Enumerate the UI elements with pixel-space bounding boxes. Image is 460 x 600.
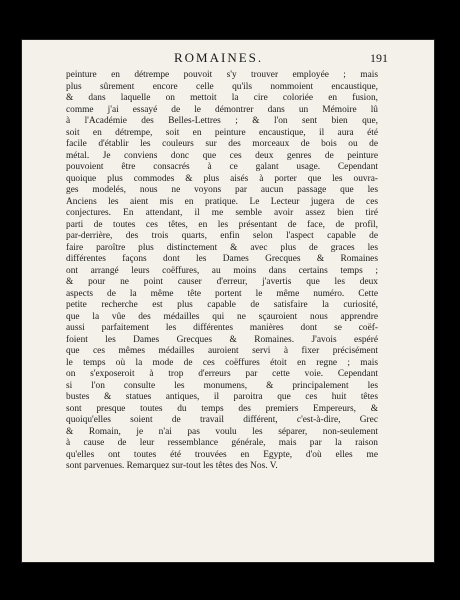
- text-line: parti de toutes ces têtes, en les présentant de face, de profil,: [66, 219, 378, 230]
- text-line: sont parvenues. Remarquez sur-tout les têtes des Nos. V.: [66, 461, 278, 471]
- text-line: ont arrangé leurs coëffures, au moins dans certains temps ;: [66, 265, 378, 276]
- text-line: petite recherche est plus capable de satisfaire la curiosité,: [66, 300, 378, 310]
- body-text: [66, 70, 378, 473]
- page-header: [22, 50, 434, 68]
- text-line: peinture en détrempe pouvoit s'y trouver employée ; mais: [66, 70, 378, 80]
- text-line: bustes & statues antiques, il paroitra que ces huit têtes: [66, 392, 378, 402]
- text-line: facile d'établir les couleurs sur des morceaux de bois ou de: [66, 139, 378, 149]
- text-line: que la vûe des médailles qui ne sçauroient nous apprendre: [66, 311, 378, 322]
- text-line: foient les Dames Grecques & Romaines. J'avois espéré: [66, 334, 378, 345]
- text-line: sont presque toutes du temps des premiers Empereurs, &: [66, 403, 378, 414]
- text-line: Anciens les aient mis en pratique. Le Lecteur jugera de ces: [66, 196, 378, 207]
- text-line: ges modelés, nous ne voyons par aucun passage que les: [66, 185, 378, 195]
- text-line: & Romain, je n'ai pas voulu les séparer, non-seulement: [66, 426, 378, 437]
- text-line: faire paroître plus distinctement & avec plus de graces les: [66, 242, 378, 253]
- text-line: on s'exposeroit à trop d'erreurs par cette voie. Cependant: [66, 369, 378, 379]
- page-number: 191: [370, 51, 388, 65]
- text-line: aspects de la même tête portent le même numéro. Cette: [66, 288, 378, 299]
- running-title: ROMAINES.: [174, 50, 264, 65]
- text-line: le temps où la mode de ces coëffures étoit en regne ; mais: [66, 357, 378, 368]
- text-line: à cause de leur ressemblance générale, mais par la raison: [66, 438, 378, 448]
- text-line: à l'Académie des Belles-Lettres ; & l'on sent bien que,: [66, 116, 378, 126]
- text-line: différentes façons dont les Dames Grecques & Romaines: [66, 254, 378, 264]
- text-line: métal. Je conviens donc que ces deux genres de peinture: [66, 150, 378, 161]
- text-line: quoiqu'elles soient de travail différent, c'est-à-dire, Grec: [66, 415, 378, 425]
- book-page: [22, 40, 434, 562]
- text-line: pouvoient être consacrés à ce galant usage. Cependant: [66, 162, 378, 172]
- text-line: & pour ne point causer d'erreur, j'avertis que les deux: [66, 277, 378, 287]
- text-line: par-derrière, des trois quarts, enfin selon l'aspect capable de: [66, 231, 378, 241]
- text-line: que ces mêmes médailles auroient servi à fixer précisément: [66, 346, 378, 356]
- text-line: plus sûrement encore celle qu'ils nommoient encaustique,: [66, 81, 378, 92]
- text-line: quoique plus commodes & plus aisés à porter que les ouvra-: [66, 173, 378, 184]
- text-line: soit en détrempe, soit en peinture encaustique, il aura été: [66, 127, 378, 138]
- text-line: comme j'ai essayé de le démontrer dans un Mémoire lû: [66, 104, 378, 115]
- text-line: qu'elles ont toutes été trouvées en Egypte, d'où elles me: [66, 449, 378, 460]
- text-line: si l'on consulte les monumens, & principalement les: [66, 380, 378, 391]
- text-line: & dans laquelle on mettoit la cire coloriée en fusion,: [66, 93, 378, 103]
- text-line: conjectures. En attendant, il me semble avoir assez bien tiré: [66, 208, 378, 218]
- text-line: aussi parfaitement les différentes manières dont se coëf-: [66, 323, 378, 333]
